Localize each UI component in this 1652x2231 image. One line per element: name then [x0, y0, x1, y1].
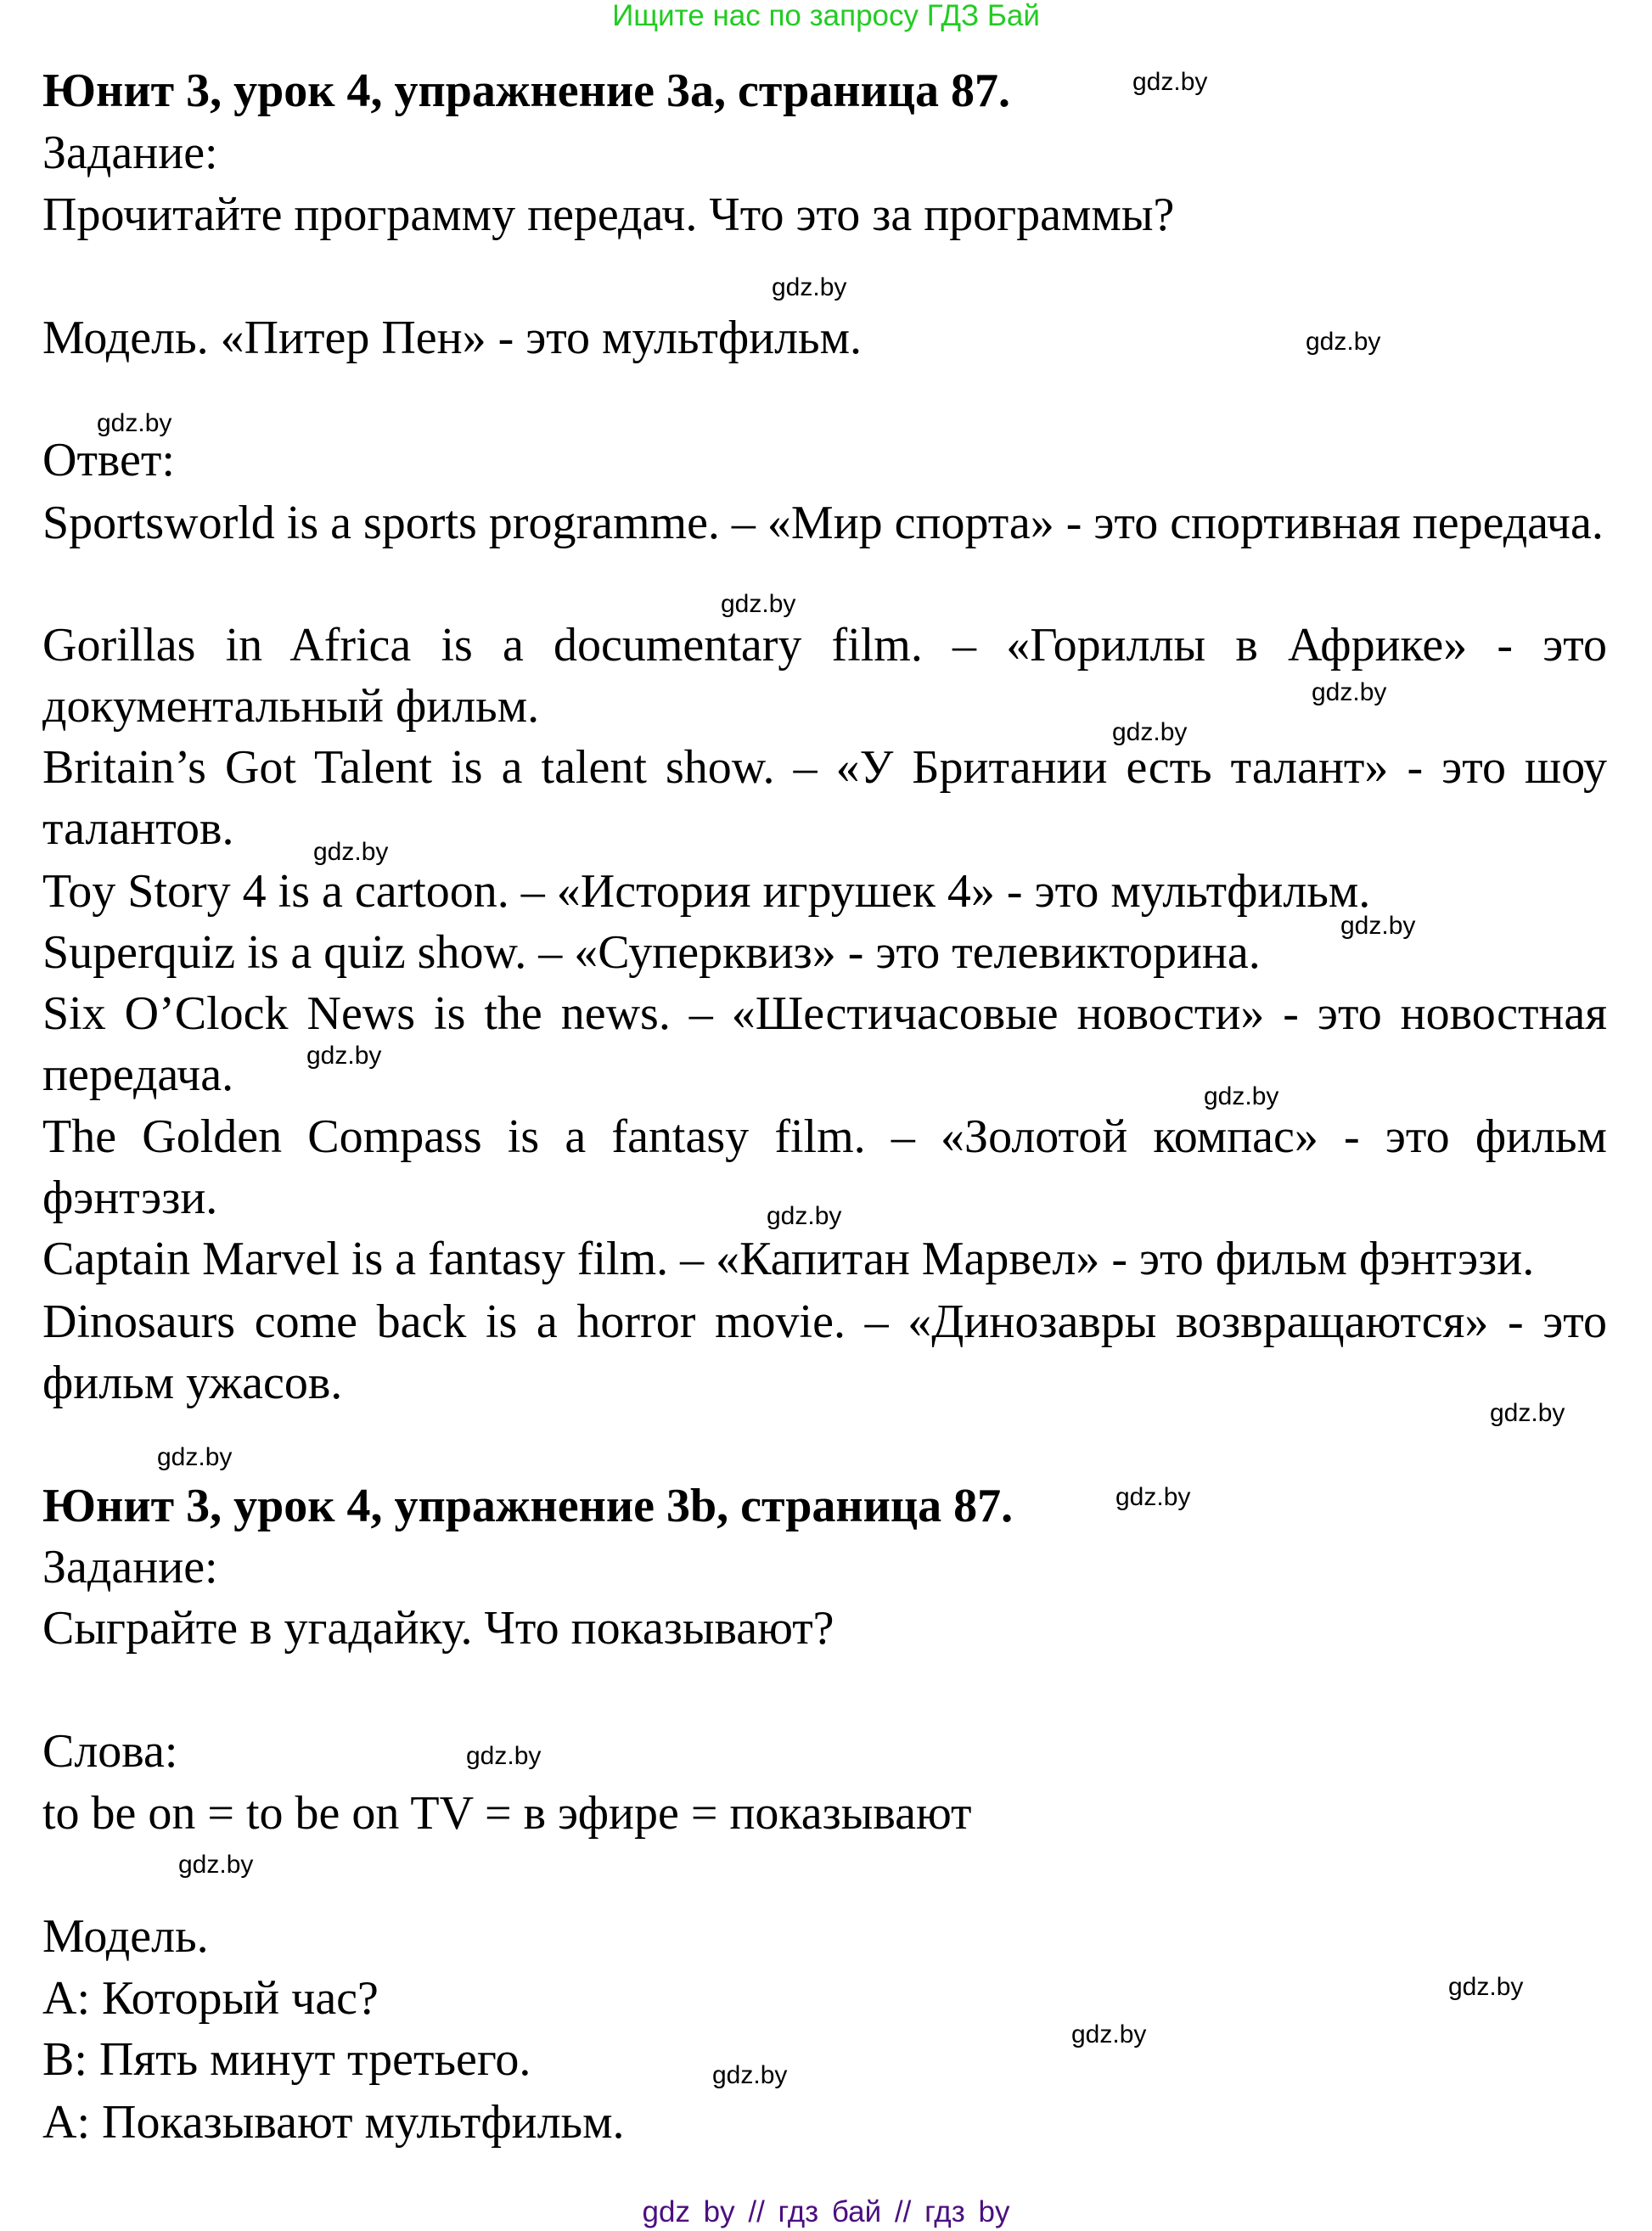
answer-item: Six O’Clock News is the news. – «Шестичасовые новости» - это новостная передача.	[42, 987, 1607, 1101]
watermark: gdz.by	[306, 1042, 382, 1070]
search-hint-banner: Ищите нас по запросу ГДЗ Бай	[612, 0, 1040, 32]
answer-item: Britain’s Got Talent is a talent show. – «У Британии есть талант» - это шоу талантов.	[42, 741, 1607, 855]
watermark: gdz.by	[466, 1742, 542, 1770]
answer-item: Sportsworld is a sports programme. – «Мир спорта» - это спортивная передача.	[42, 497, 1604, 549]
watermark: gdz.by	[721, 590, 796, 618]
watermark: gdz.by	[1340, 912, 1416, 940]
dialog-line: A: Показывают мультфильм.	[42, 2096, 625, 2149]
section-title: Юнит 3, урок 4, упражнение 3а, страница 87.	[42, 65, 1011, 117]
watermark: gdz.by	[1204, 1082, 1279, 1110]
model-text: Модель. «Питер Пен» - это мультфильм.	[42, 312, 863, 364]
words-label: Слова:	[42, 1725, 178, 1778]
watermark: gdz.by	[1115, 1483, 1191, 1511]
dialog-line: B: Пять минут третьего.	[42, 2033, 531, 2086]
watermark: gdz.by	[772, 273, 847, 301]
watermark: gdz.by	[1312, 678, 1387, 706]
model-label: Модель.	[42, 1910, 209, 1963]
answer-item: Captain Marvel is a fantasy film. – «Капитан Марвел» - это фильм фэнтэзи.	[42, 1233, 1535, 1285]
watermark: gdz.by	[1448, 1973, 1524, 2001]
watermark: gdz.by	[97, 409, 172, 437]
answer-label: Ответ:	[42, 434, 175, 486]
watermark: gdz.by	[313, 838, 389, 866]
task-text: Прочитайте программу передач. Что это за программы?	[42, 188, 1175, 241]
footer-links: gdz by // гдз бай // гдз by	[642, 2195, 1010, 2228]
watermark: gdz.by	[1490, 1399, 1565, 1427]
watermark: gdz.by	[1132, 68, 1208, 96]
answer-item: Toy Story 4 is a cartoon. – «История игрушек 4» - это мультфильм.	[42, 865, 1371, 918]
watermark: gdz.by	[1071, 2020, 1147, 2048]
watermark: gdz.by	[712, 2061, 788, 2089]
words-text: to be on = to be on TV = в эфире = показывают	[42, 1787, 972, 1840]
dialog-line: A: Который час?	[42, 1972, 379, 2025]
task-label: Задание:	[42, 1541, 218, 1593]
watermark: gdz.by	[178, 1851, 254, 1879]
answer-item: Gorillas in Africa is a documentary film. – «Гориллы в Африке» - это документальный фильм.	[42, 619, 1607, 733]
task-text: Сыграйте в угадайку. Что показывают?	[42, 1602, 834, 1655]
task-label: Задание:	[42, 126, 218, 179]
watermark: gdz.by	[767, 1202, 842, 1230]
answer-item: Dinosaurs come back is a horror movie. – «Динозавры возвращаются» - это фильм ужасов.	[42, 1295, 1607, 1409]
section-title: Юнит 3, урок 4, упражнение 3b, страница 87.	[42, 1480, 1014, 1532]
watermark: gdz.by	[157, 1443, 233, 1471]
watermark: gdz.by	[1306, 328, 1381, 356]
answer-item: Superquiz is a quiz show. – «Суперквиз» - это телевикторина.	[42, 926, 1261, 979]
answer-item: The Golden Compass is a fantasy film. – «Золотой компас» - это фильм фэнтэзи.	[42, 1110, 1607, 1224]
watermark: gdz.by	[1112, 718, 1188, 746]
